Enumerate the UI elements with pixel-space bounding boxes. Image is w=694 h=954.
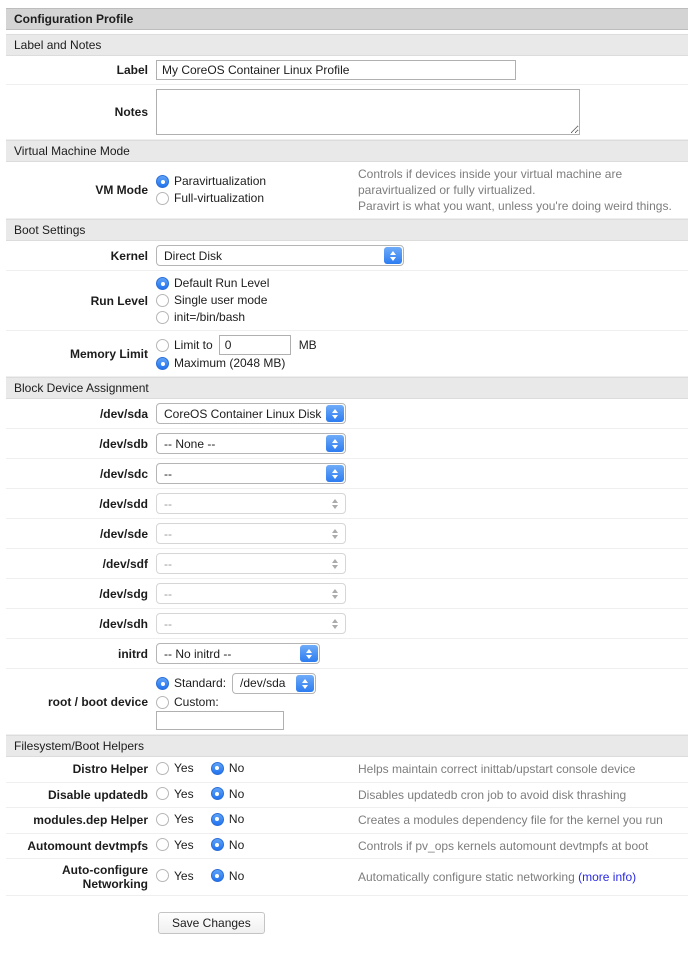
helper-label: Automount devtmpfs xyxy=(27,838,148,853)
radio-label: Custom: xyxy=(174,695,219,709)
device-label: /dev/sdf xyxy=(102,556,148,571)
select-stepper-icon xyxy=(326,615,344,632)
radio-label: No xyxy=(228,761,245,775)
help-line: Paravirt is what you want, unless you're doing weird things. xyxy=(358,199,672,213)
root-custom-input[interactable] xyxy=(156,711,284,730)
select-value: Direct Disk xyxy=(164,248,223,263)
root-device-select[interactable] xyxy=(232,673,316,694)
radio-icon[interactable] xyxy=(211,813,224,826)
memory-limit-row xyxy=(6,331,688,377)
select-value: CoreOS Container Linux Disk xyxy=(164,406,322,421)
initrd-select[interactable] xyxy=(156,643,320,664)
memory-unit-label: MB xyxy=(298,337,317,352)
helper-help-text xyxy=(358,869,688,885)
radio-label: Single user mode xyxy=(174,293,268,307)
section-block-device-assignment: Block Device Assignment xyxy=(6,377,688,399)
radio-icon[interactable] xyxy=(156,787,169,800)
radio-icon[interactable] xyxy=(156,762,169,775)
help-line: Controls if devices inside your virtual machine are paravirtualized or fully virtualized. xyxy=(358,167,623,197)
device-label: /dev/sdh xyxy=(99,616,148,631)
section-virtual-machine-mode: Virtual Machine Mode xyxy=(6,140,688,162)
run-level-option-single-user[interactable] xyxy=(156,292,267,309)
helper-help-text: Disables updatedb cron job to avoid disk thrashing xyxy=(358,787,627,802)
kernel-select[interactable] xyxy=(156,245,404,266)
helper-help-text: Creates a modules dependency file for the kernel you run xyxy=(358,813,663,828)
profile-label-input[interactable] xyxy=(156,60,516,80)
select-stepper-icon xyxy=(384,247,402,264)
run-level-row xyxy=(6,271,688,331)
select-stepper-icon xyxy=(326,555,344,572)
vm-mode-option-full-virtualization[interactable] xyxy=(156,190,358,207)
radio-label: init=/bin/bash xyxy=(174,310,246,324)
radio-icon[interactable] xyxy=(156,192,169,205)
yes-option[interactable] xyxy=(156,787,194,801)
dev-sdc-select[interactable] xyxy=(156,463,346,484)
device-label: /dev/sdg xyxy=(99,586,148,601)
radio-icon[interactable] xyxy=(211,838,224,851)
no-option[interactable] xyxy=(211,812,244,826)
helper-label: Disable updatedb xyxy=(47,787,148,802)
select-stepper-icon xyxy=(300,645,318,662)
radio-icon[interactable] xyxy=(156,838,169,851)
block-device-row xyxy=(6,489,688,519)
radio-icon[interactable] xyxy=(156,813,169,826)
block-device-row xyxy=(6,549,688,579)
radio-icon[interactable] xyxy=(156,294,169,307)
save-changes-button[interactable]: Save Changes xyxy=(158,912,265,934)
radio-label: Maximum (2048 MB) xyxy=(174,356,286,370)
label-field-label: Label xyxy=(116,63,148,77)
radio-icon[interactable] xyxy=(211,787,224,800)
radio-icon[interactable] xyxy=(156,357,169,370)
memory-limit-option[interactable] xyxy=(156,335,317,355)
label-row xyxy=(6,56,688,85)
helper-row-disable-updatedb xyxy=(6,783,688,809)
helper-label: Auto-configure Networking xyxy=(62,863,148,891)
vm-mode-option-paravirtualization[interactable] xyxy=(156,173,358,190)
notes-textarea[interactable] xyxy=(156,89,580,135)
select-stepper-icon xyxy=(326,465,344,482)
select-value: -- xyxy=(164,466,172,481)
section-filesystem-boot-helpers: Filesystem/Boot Helpers xyxy=(6,735,688,757)
root-boot-device-label: root / boot device xyxy=(47,694,148,709)
select-value: -- xyxy=(164,616,172,631)
save-row xyxy=(6,896,688,944)
helper-label: Distro Helper xyxy=(72,762,148,777)
radio-icon[interactable] xyxy=(156,339,169,352)
radio-label: Yes xyxy=(174,786,194,801)
vm-mode-help-text xyxy=(358,166,688,214)
memory-limit-label: Memory Limit xyxy=(69,346,148,361)
radio-label: Paravirtualization xyxy=(174,174,267,188)
dev-sdf-select xyxy=(156,553,346,574)
select-stepper-icon xyxy=(296,675,314,692)
kernel-label: Kernel xyxy=(110,248,148,263)
select-value: -- xyxy=(164,556,172,571)
select-stepper-icon xyxy=(326,495,344,512)
yes-option[interactable] xyxy=(156,838,194,852)
dev-sde-select xyxy=(156,523,346,544)
helper-row-modules-dep xyxy=(6,808,688,834)
initrd-label: initrd xyxy=(118,646,148,661)
memory-maximum-option[interactable] xyxy=(156,355,285,372)
select-value: -- xyxy=(164,526,172,541)
helper-row-automount-devtmpfs xyxy=(6,834,688,860)
radio-icon[interactable] xyxy=(211,762,224,775)
no-option[interactable] xyxy=(211,761,244,775)
radio-label: No xyxy=(228,812,245,826)
notes-row xyxy=(6,85,688,140)
radio-icon[interactable] xyxy=(156,175,169,188)
vm-mode-label: VM Mode xyxy=(95,183,148,197)
device-label: /dev/sda xyxy=(99,406,148,421)
device-label: /dev/sdb xyxy=(99,436,148,451)
initrd-row xyxy=(6,639,688,669)
select-value: -- xyxy=(164,586,172,601)
run-level-option-init-bash[interactable] xyxy=(156,309,245,326)
block-device-row xyxy=(6,459,688,489)
radio-label: Default Run Level xyxy=(174,276,270,290)
block-device-row xyxy=(6,429,688,459)
radio-label: Yes xyxy=(174,812,194,826)
radio-icon[interactable] xyxy=(156,869,169,882)
select-value: /dev/sda xyxy=(240,676,286,690)
radio-label: No xyxy=(228,868,245,883)
radio-label: Yes xyxy=(174,837,194,852)
more-info-link[interactable]: (more info) xyxy=(578,870,637,884)
radio-label: Yes xyxy=(174,868,194,883)
run-level-label: Run Level xyxy=(90,293,148,308)
help-text: Automatically configure static networking xyxy=(358,870,575,884)
dev-sdg-select xyxy=(156,583,346,604)
dev-sdb-select[interactable] xyxy=(156,433,346,454)
device-label: /dev/sdc xyxy=(99,466,148,481)
root-standard-option[interactable] xyxy=(156,673,316,694)
yes-option[interactable] xyxy=(156,761,194,775)
select-stepper-icon xyxy=(326,435,344,452)
kernel-row xyxy=(6,241,688,271)
select-value: -- No initrd -- xyxy=(164,646,232,661)
helper-row-auto-configure-networking xyxy=(6,859,688,896)
select-stepper-icon xyxy=(326,525,344,542)
radio-label: No xyxy=(228,837,245,852)
root-custom-option[interactable] xyxy=(156,694,219,711)
helper-help-text: Helps maintain correct inittab/upstart console device xyxy=(358,762,636,777)
dev-sdh-select xyxy=(156,613,346,634)
select-value: -- None -- xyxy=(164,436,216,451)
section-boot-settings: Boot Settings xyxy=(6,219,688,241)
root-boot-device-row xyxy=(6,669,688,735)
block-device-row xyxy=(6,519,688,549)
run-level-option-default[interactable] xyxy=(156,275,269,292)
yes-option[interactable] xyxy=(156,812,194,826)
device-label: /dev/sde xyxy=(99,526,148,541)
page-title: Configuration Profile xyxy=(6,8,688,30)
helper-label: modules.dep Helper xyxy=(33,813,148,828)
memory-limit-input[interactable] xyxy=(219,335,291,355)
radio-label: Standard: xyxy=(174,676,227,690)
notes-field-label: Notes xyxy=(114,105,148,119)
radio-icon[interactable] xyxy=(211,869,224,882)
device-label: /dev/sdd xyxy=(99,496,148,511)
block-device-row xyxy=(6,609,688,639)
helper-row-distro-helper xyxy=(6,757,688,783)
dev-sdd-select xyxy=(156,493,346,514)
radio-label: Limit to xyxy=(174,337,213,352)
radio-icon[interactable] xyxy=(156,277,169,290)
radio-icon[interactable] xyxy=(156,311,169,324)
no-option[interactable] xyxy=(211,838,244,852)
radio-label: No xyxy=(228,786,245,801)
select-value: -- xyxy=(164,496,172,511)
block-device-row xyxy=(6,579,688,609)
select-stepper-icon xyxy=(326,405,344,422)
section-label-and-notes: Label and Notes xyxy=(6,34,688,56)
yes-option[interactable] xyxy=(156,869,194,883)
no-option[interactable] xyxy=(211,787,244,801)
helper-help-text: Controls if pv_ops kernels automount devtmpfs at boot xyxy=(358,838,649,853)
radio-label: Full-virtualization xyxy=(174,191,265,205)
no-option[interactable] xyxy=(211,869,244,883)
block-device-row xyxy=(6,399,688,429)
dev-sda-select[interactable] xyxy=(156,403,346,424)
select-stepper-icon xyxy=(326,585,344,602)
radio-icon[interactable] xyxy=(156,696,169,709)
radio-icon[interactable] xyxy=(156,677,169,690)
vm-mode-row xyxy=(6,162,688,219)
radio-label: Yes xyxy=(174,761,194,775)
